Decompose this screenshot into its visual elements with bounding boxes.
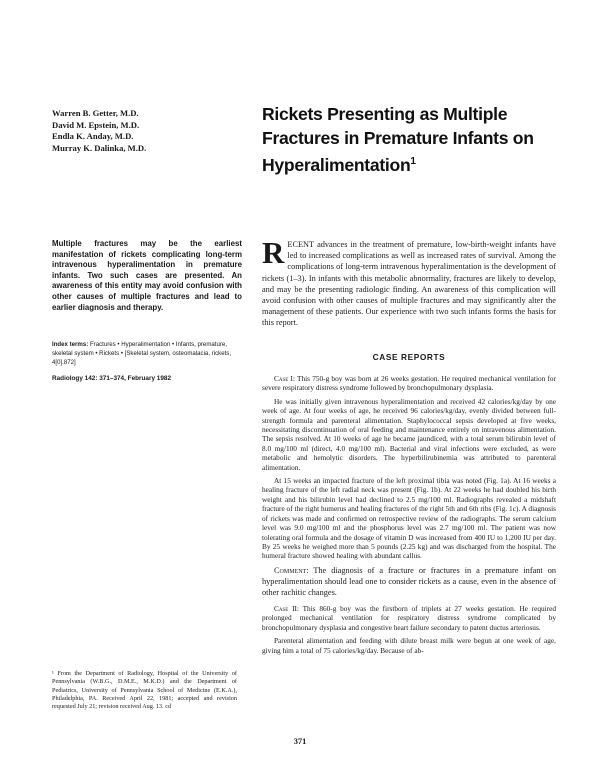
author-list (52, 108, 232, 154)
case-paragraph: At 15 weeks an impacted fracture of the left proximal tibia was noted (Fig. 1a). At 16 weeks a healing fracture of the left radial neck was present (Fig. 1b). At 22 weeks he had doubled his birth weight and his bilirubin level had declined to 2.5 mg/100 ml. Radiographs revealed a midshaft fracture of the right humerus and healing fractures of the right 5th and 6th ribs (Fig. 1c). A diagnosis of rickets was made and confirmed on retrospective review of the radiographs. The serum calcium level was 9.0 mg/100 ml and the phosphorus level was 2.7 mg/100 ml. The patient was now tolerating oral formula and the dosage of vitamin D was increased from 400 IU to 1,200 IU per day. By 25 weeks he weighed more than 5 pounds (2.25 kg) and was discharged from the hospital. The humeral fracture showed healing with abundant callus. (262, 476, 556, 561)
footnote: ¹ From the Department of Radiology, Hospital of the University of Pennsylvania (W.B.G., D.M.E., M.K.D.) and the Department of Pediatrics, University of Pennsylvania School of Medicine (E.K.A.), Philadelphia, PA. Received April 22, 1981; accepted and revision requested July 21; revision received Aug. 13. cd (52, 670, 237, 711)
comment-label: Comment: (274, 565, 309, 575)
section-heading: CASE REPORTS (372, 352, 446, 362)
intro-text: advances in the treatment of premature, low-birth-weight infants have led to increased complications as well as increased rates of survival. Among the complications of long-term intravenous hyperalimentation is the development of rickets (1–3). In infants with this metabolic abnormality, fractures are likely to develop, and may be the presenting radiologic finding. An awareness of this complication will avoid confusion with other causes of multiple fractures and may significantly alter the management of these patients. Our experience with two such infants forms the basis for this report. (262, 240, 556, 328)
page-number: 371 (293, 737, 307, 746)
case-label: Case I: (274, 374, 295, 383)
comment-text: The diagnosis of a fracture or fractures in a premature infant on hyperalimentation should lead one to consider rickets as a cause, even in the absence of other rachitic changes. (262, 565, 556, 597)
author-name: Murray K. Dalinka, M.D. (52, 142, 147, 153)
case-paragraph (262, 604, 556, 632)
comment-paragraph (262, 565, 556, 598)
case-paragraph: Parenteral alimentation and feeding with dilute breast milk were begun at one week of age, giving him a total of 75 calories/kg/day. Because of ab- (262, 636, 556, 655)
case-reports-body (262, 374, 556, 659)
abstract: Multiple fractures may be the earliest manifestation of rickets complicating long-term intravenous hyperalimentation in premature infants. Two such cases are presented. An awareness of this entity may avoid confusion with other causes of multiple fractures and lead to earlier diagnosis and therapy. (52, 239, 242, 312)
index-terms-text: Fractures • Hyperalimentation • Infants, premature, skeletal system • Rickets • [Skeletal system, osteomalacia, rickets, 4[0].872] (52, 341, 232, 366)
introduction (262, 235, 556, 329)
intro-smallcaps: ECENT (287, 240, 315, 249)
index-terms (52, 341, 242, 367)
case-paragraph: He was initially given intravenous hyperalimentation and received 42 calories/kg/day by one week of age. At four weeks of age, he received 96 calories/kg/day, evenly divided between full-strength formula and parenteral alimentation. Staphylococcal sepsis developed at five weeks, necessitating discontinuation of oral feeding and maintenance entirely on intravenous alimentation. The sepsis resolved. At 10 weeks of age he became jaundiced, with a total serum bilirubin level of 8.0 mg/100 ml (direct, 4.0 mg/100 ml). Bacterial and viral infections were excluded, as were metabolic and hemolytic disorders. The hyperbilirubinemia was attributed to parenteral alimentation. (262, 396, 556, 472)
case-text: This 750-g boy was born at 26 weeks gestation. He required mechanical ventilation for severe respiratory distress syndrome followed by bronchopulmonary dysplasia. (262, 374, 556, 393)
article-title (262, 103, 562, 177)
citation: Radiology 142: 371–374, February 1982 (52, 375, 172, 382)
title-footnote-marker: 1 (410, 156, 416, 167)
drop-cap: R (262, 235, 285, 270)
case-text: This 860-g boy was the firstborn of triplets at 27 weeks gestation. He required prolonged mechanical ventilation for respiratory distress syndrome complicated by bronchopulmonary dysplasia and congestive heart failure secondary to patent ductus arteriosus. (262, 604, 556, 632)
author-name: David M. Epstein, M.D. (52, 119, 140, 130)
title-text: Rickets Presenting as Multiple Fractures in Premature Infants on Hyperalimentation (262, 104, 534, 175)
author-name: Endla K. Anday, M.D. (52, 131, 134, 141)
index-terms-label: Index terms: (52, 341, 89, 348)
case-paragraph (262, 374, 556, 393)
author-name: Warren B. Getter, M.D. (52, 108, 139, 118)
case-label: Case II: (274, 604, 299, 613)
